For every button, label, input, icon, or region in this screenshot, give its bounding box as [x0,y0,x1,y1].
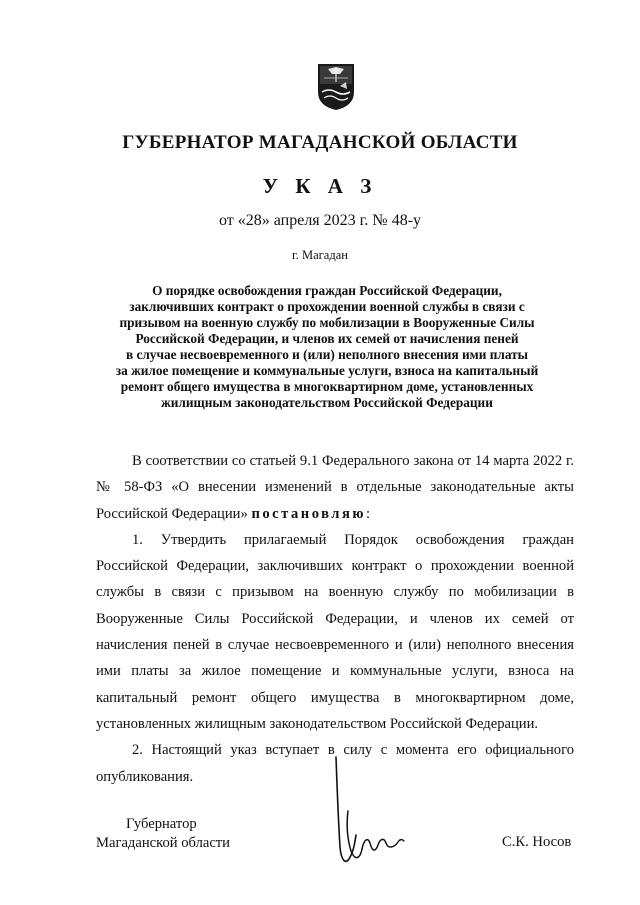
position-line-1: Губернатор [126,816,197,832]
subject-line: Российской Федерации, и членов их семей от начисления пеней [135,331,519,346]
preamble-paragraph [96,448,574,527]
subject-line: в случае несвоевременного и (или) неполного внесения ими платы [125,347,529,362]
coat-of-arms-icon [316,62,356,112]
document-type: У К А З [262,174,378,198]
signatory-name: С.К. Носов [502,834,572,850]
item-2-paragraph: 2. Настоящий указ вступает в силу с момента его официального опубликования. [96,742,574,785]
decree-word: постановляю [251,505,367,522]
document-date-number: от «28» апреля 2023 г. № 48-у [218,212,422,229]
subject-line: за жилое помещение и коммунальные услуги, взноса на капитальный [115,363,539,378]
item-1-paragraph: 1. Утвердить прилагаемый Порядок освобождения граждан Российской Федерации, заключивших контракт о прохождении военной службы в связи с призывом на военную службу по мобилизации в Вооруженные Силы Российской Федерации, и членов их семей от начисления пеней в случае несвоевременного и (или) неполного внесения ими платы за жилое помещение и коммунальные услуги, взноса на капитальный ремонт общего имущества в многоквартирном доме, установленных жилищным законодательством Российской Федерации. [96,531,574,732]
organization-title: ГУБЕРНАТОР МАГАДАНСКОЙ ОБЛАСТИ [122,132,518,153]
subject-line: жилищным законодательством Российской Федерации [161,395,493,410]
signatory-position [96,815,230,853]
subject-line: ремонт общего имущества в многоквартирном доме, установленных [120,379,534,394]
handwritten-signature [318,755,408,875]
decree-colon: : [366,505,371,522]
subject-line: О порядке освобождения граждан Российской Федерации, [152,283,502,298]
position-line-2: Магаданской области [96,835,230,851]
document-place: г. Магадан [292,248,348,262]
preamble-text: В соответствии со статьей 9.1 Федерального закона от 14 марта 2022 г. № 58-ФЗ «О внесении изменений в отдельные законодательные акты Российской Федерации» [96,453,574,522]
document-body [96,448,574,790]
document-subject [92,283,562,411]
subject-line: заключивших контракт о прохождении военной службы в связи с [129,299,525,314]
subject-line: призывом на военную службу по мобилизации в Вооруженные Силы [119,315,535,330]
